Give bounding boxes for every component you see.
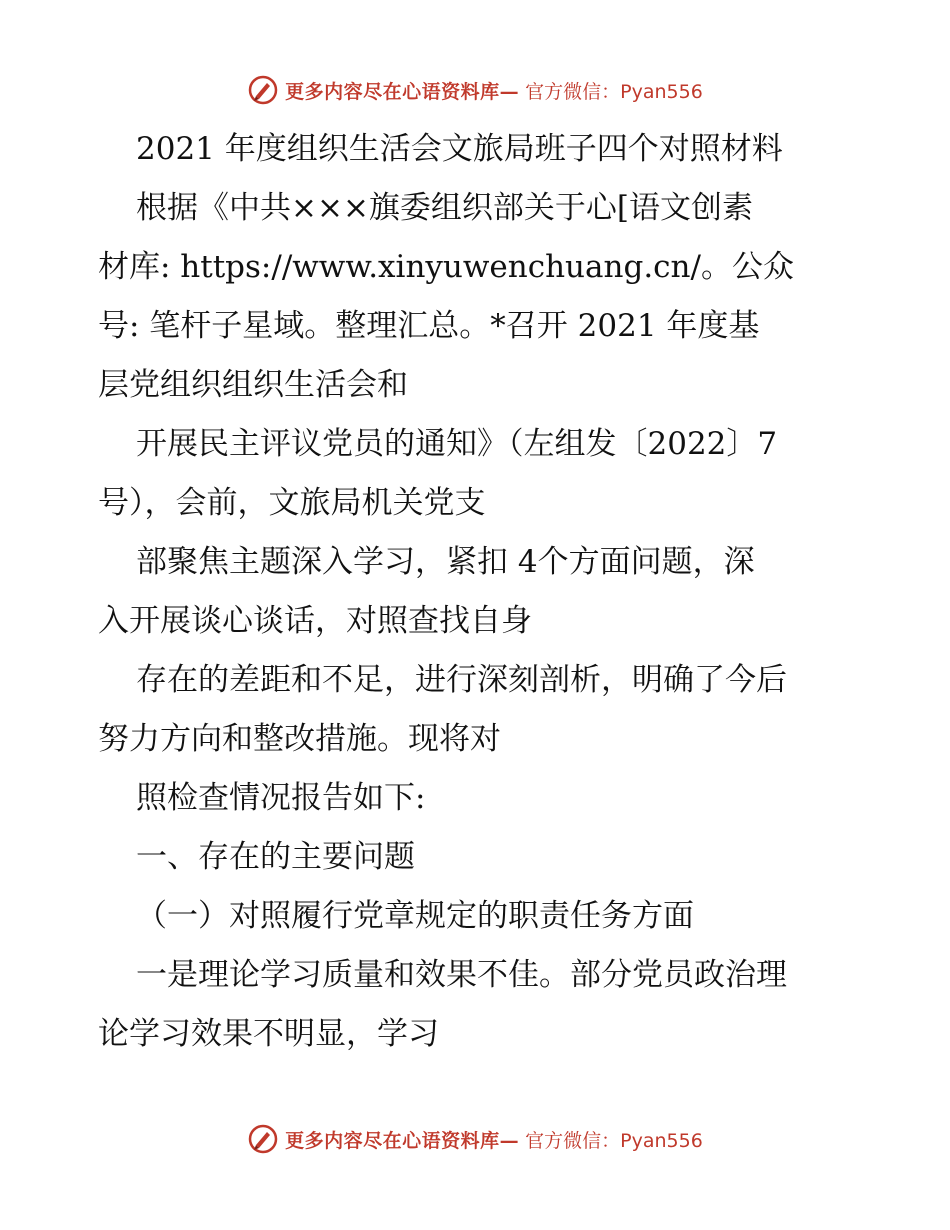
header-banner-content (247, 74, 703, 106)
paragraph-line: 根据《中共×××旗委组织部关于心[语文创素 (136, 190, 754, 226)
paragraph-line: 开展民主评议党员的通知》（左组发〔2022〕7 (136, 426, 778, 462)
footer-banner-content (247, 1123, 703, 1155)
header-banner-wechat: 官方微信：Pyan556 (525, 80, 703, 103)
paragraph-line: 部聚焦主题深入学习，紧扣 4个方面问题，深 (136, 544, 755, 580)
paragraph-line: 一是理论学习质量和效果不佳。部分党员政治理 (136, 957, 787, 993)
footer-banner-text: 更多内容尽在心语资料库— (285, 1129, 520, 1152)
paragraph-line: 材库: https://www.xinyuwenchuang.cn/。公众 (98, 249, 794, 285)
paragraph-line: 论学习效果不明显，学习 (98, 1016, 439, 1052)
subsection-heading: （一）对照履行党章规定的职责任务方面 (136, 898, 694, 934)
paragraph-line: 层党组织组织生活会和 (98, 367, 408, 403)
header-banner (0, 70, 950, 110)
paragraph-line: 努力方向和整改措施。现将对 (98, 721, 501, 757)
document-body (98, 120, 858, 1064)
pen-logo-icon (247, 1123, 279, 1155)
paragraph-line: 照检查情况报告如下: (136, 780, 426, 816)
footer-banner-wechat: 官方微信：Pyan556 (525, 1129, 703, 1152)
paragraph-line: 存在的差距和不足，进行深刻剖析，明确了今后 (136, 662, 787, 698)
footer-banner (0, 1119, 950, 1159)
paragraph-line: 入开展谈心谈话，对照查找自身 (98, 603, 532, 639)
header-banner-text: 更多内容尽在心语资料库— (285, 80, 520, 103)
document-title: 2021 年度组织生活会文旅局班子四个对照材料 (136, 131, 783, 167)
paragraph-line: 号），会前，文旅局机关党支 (98, 485, 486, 521)
paragraph-line: 号: 笔杆子星域。整理汇总。*召开 2021 年度基 (98, 308, 760, 344)
pen-logo-icon (247, 74, 279, 106)
section-heading: 一、存在的主要问题 (136, 839, 415, 875)
